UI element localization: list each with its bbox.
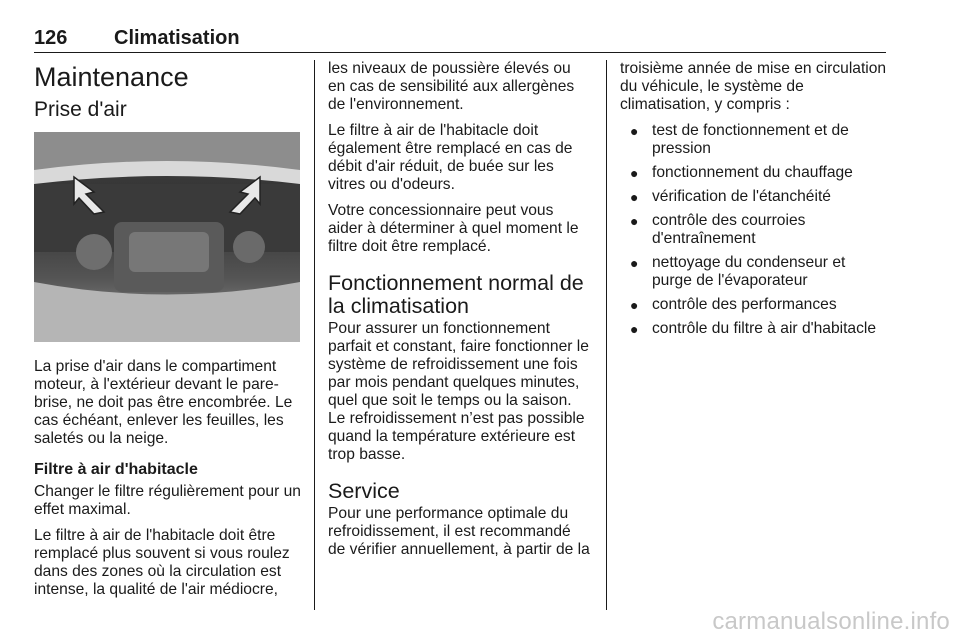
paragraph: Pour une performance optimale du refroidissement, il est recommandé de vérifier annuellement, à partir de la (328, 505, 590, 558)
bullet-icon: ● (630, 297, 639, 313)
bullet-icon: ● (630, 123, 639, 139)
watermark: carmanualsonline.info (712, 608, 950, 635)
section-title: Maintenance (34, 62, 189, 92)
subheading: Filtre à air d'habitacle (34, 461, 198, 478)
column-3 (620, 60, 888, 344)
bullet-icon: ● (630, 213, 639, 229)
column-1 (34, 60, 302, 607)
section-heading: Service (328, 479, 400, 503)
list-item: ● contrôle du filtre à air d'habitacle (630, 320, 877, 337)
column-divider (314, 60, 315, 610)
section-heading: Fonctionnement normal de la climatisation (328, 271, 584, 318)
list-item: ● contrôle des courroies d'entraînement (630, 212, 806, 247)
list-item: ● nettoyage du condenseur et purge de l'évaporateur (630, 254, 846, 289)
paragraph: La prise d'air dans le compartiment moteur, à l'extérieur devant le pare-brise, ne doit pas être encombrée. Le cas échéant, enlever les feuilles, les saletés ou la neige. (34, 358, 293, 447)
engine-bay-photo (34, 132, 300, 342)
chapter-title: Climatisation (114, 27, 240, 49)
page-number: 126 (34, 27, 68, 49)
list-item: ● fonctionnement du chauffage (630, 164, 853, 181)
paragraph: Votre concessionnaire peut vous aider à déterminer à quel moment le filtre doit être remplacé. (328, 202, 579, 255)
paragraph: troisième année de mise en circulation du véhicule, le système de climatisation, y compris : (620, 60, 887, 113)
bullet-icon: ● (630, 189, 639, 205)
paragraph: les niveaux de poussière élevés ou en cas de sensibilité aux allergènes de l'environnement. (328, 60, 575, 113)
column-divider (606, 60, 607, 610)
page-header (34, 26, 886, 53)
service-checklist (620, 122, 888, 338)
paragraph: Changer le filtre régulièrement pour un effet maximal. (34, 483, 301, 518)
list-item: ● vérification de l'étanchéité (630, 188, 831, 205)
bullet-icon: ● (630, 255, 639, 271)
column-2 (328, 60, 592, 567)
paragraph: Le filtre à air de l'habitacle doit être remplacé plus souvent si vous roulez dans des zones où la circulation est intense, la qualité de l'air médiocre, (34, 527, 290, 598)
paragraph: Pour assurer un fonctionnement parfait et constant, faire fonctionner le système de refroidissement une fois par mois pendant quelques minutes, quel que soit le temps ou la saison. Le refroidissement n’est pas possible quand la température extérieure est trop basse. (328, 320, 589, 463)
subsection-title: Prise d'air (34, 98, 127, 121)
bullet-icon: ● (630, 321, 639, 337)
bullet-icon: ● (630, 165, 639, 181)
list-item: ● contrôle des performances (630, 296, 837, 313)
paragraph: Le filtre à air de l'habitacle doit également être remplacé en cas de débit d'air réduit, de buée sur les vitres ou d'odeurs. (328, 122, 573, 193)
list-item: ● test de fonctionnement et de pression (630, 122, 849, 157)
